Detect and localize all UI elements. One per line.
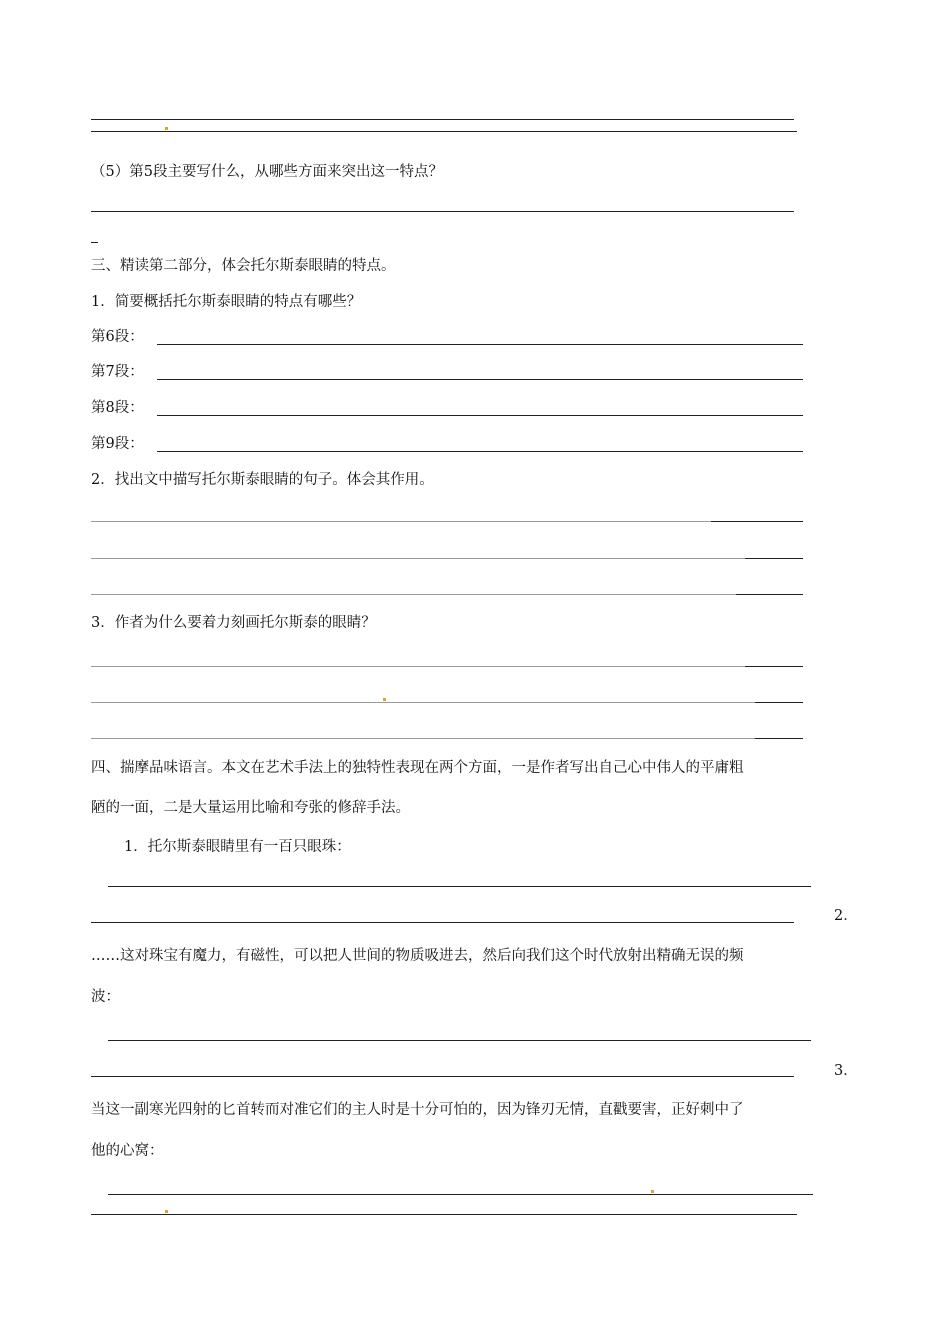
- ink-dot: [165, 1210, 168, 1213]
- section-3-question-2: 2．找出文中描写托尔斯泰眼睛的句子。体会其作用。: [91, 472, 434, 488]
- paragraph-answer-row: [91, 398, 803, 418]
- answer-line: [91, 211, 794, 212]
- paragraph-label: 第7段：: [91, 364, 144, 380]
- section-4-item-1: 1．托尔斯泰眼睛里有一百只眼珠：: [124, 839, 351, 855]
- section-4-item-2-line-2: 波：: [91, 989, 120, 1005]
- question-5: （5）第5段主要写什么，从哪些方面来突出这一特点？: [91, 164, 443, 180]
- answer-line-end: [745, 558, 803, 559]
- answer-line-stub: [91, 242, 98, 243]
- ink-dot: [651, 1190, 654, 1193]
- paragraph-label: 第8段：: [91, 400, 144, 416]
- section-4-item-3-line-1: 当这一副寒光四射的匕首转而对准它们的主人时是十分可怕的，因为锋刃无情，直戳要害，正好刺中了: [91, 1102, 744, 1118]
- answer-line: [91, 666, 745, 667]
- answer-line-end: [745, 666, 803, 667]
- answer-line: [157, 451, 803, 452]
- answer-line-end: [755, 702, 803, 703]
- paragraph-answer-row: [91, 434, 803, 454]
- answer-line: [157, 379, 803, 380]
- answer-line: [91, 922, 794, 923]
- answer-line: [157, 344, 803, 345]
- answer-line: [91, 594, 736, 595]
- answer-line: [91, 131, 797, 132]
- answer-line: [91, 738, 755, 739]
- section-4-item-2-number: 2．: [834, 908, 858, 924]
- section-4-item-2-line-1: ……这对珠宝有魔力，有磁性，可以把人世间的物质吸进去，然后向我们这个时代放射出精确无误的频: [91, 948, 744, 964]
- section-4-heading-line-2: 陋的一面，二是大量运用比喻和夸张的修辞手法。: [91, 800, 410, 816]
- answer-line: [91, 521, 711, 522]
- section-3-heading: 三、精读第二部分，体会托尔斯泰眼睛的特点。: [91, 258, 396, 274]
- section-4-item-3-number: 3．: [834, 1063, 858, 1079]
- answer-line: [108, 1040, 811, 1041]
- section-3-question-3: 3．作者为什么要着力刻画托尔斯泰的眼睛？: [91, 615, 376, 631]
- section-4-item-3-line-2: 他的心窝：: [91, 1143, 164, 1159]
- answer-line: [108, 1194, 813, 1195]
- answer-line-end: [736, 594, 803, 595]
- ink-dot: [165, 127, 168, 130]
- ink-dot: [383, 698, 386, 701]
- answer-line: [91, 702, 755, 703]
- section-3-question-1: 1．简要概括托尔斯泰眼睛的特点有哪些？: [91, 294, 362, 310]
- paragraph-answer-row: [91, 362, 803, 382]
- section-4-heading-line-1: 四、揣摩品味语言。本文在艺术手法上的独特性表现在两个方面，一是作者写出自己心中伟人的平庸粗: [91, 760, 744, 776]
- answer-line: [91, 558, 745, 559]
- answer-line: [91, 119, 794, 120]
- answer-line-end: [711, 521, 803, 522]
- paragraph-label: 第6段：: [91, 329, 144, 345]
- answer-line: [91, 1214, 797, 1215]
- answer-line: [157, 415, 803, 416]
- answer-line: [91, 1076, 794, 1077]
- paragraph-label: 第9段：: [91, 436, 144, 452]
- answer-line: [108, 886, 811, 887]
- answer-line-end: [755, 738, 803, 739]
- paragraph-answer-row: [91, 327, 803, 347]
